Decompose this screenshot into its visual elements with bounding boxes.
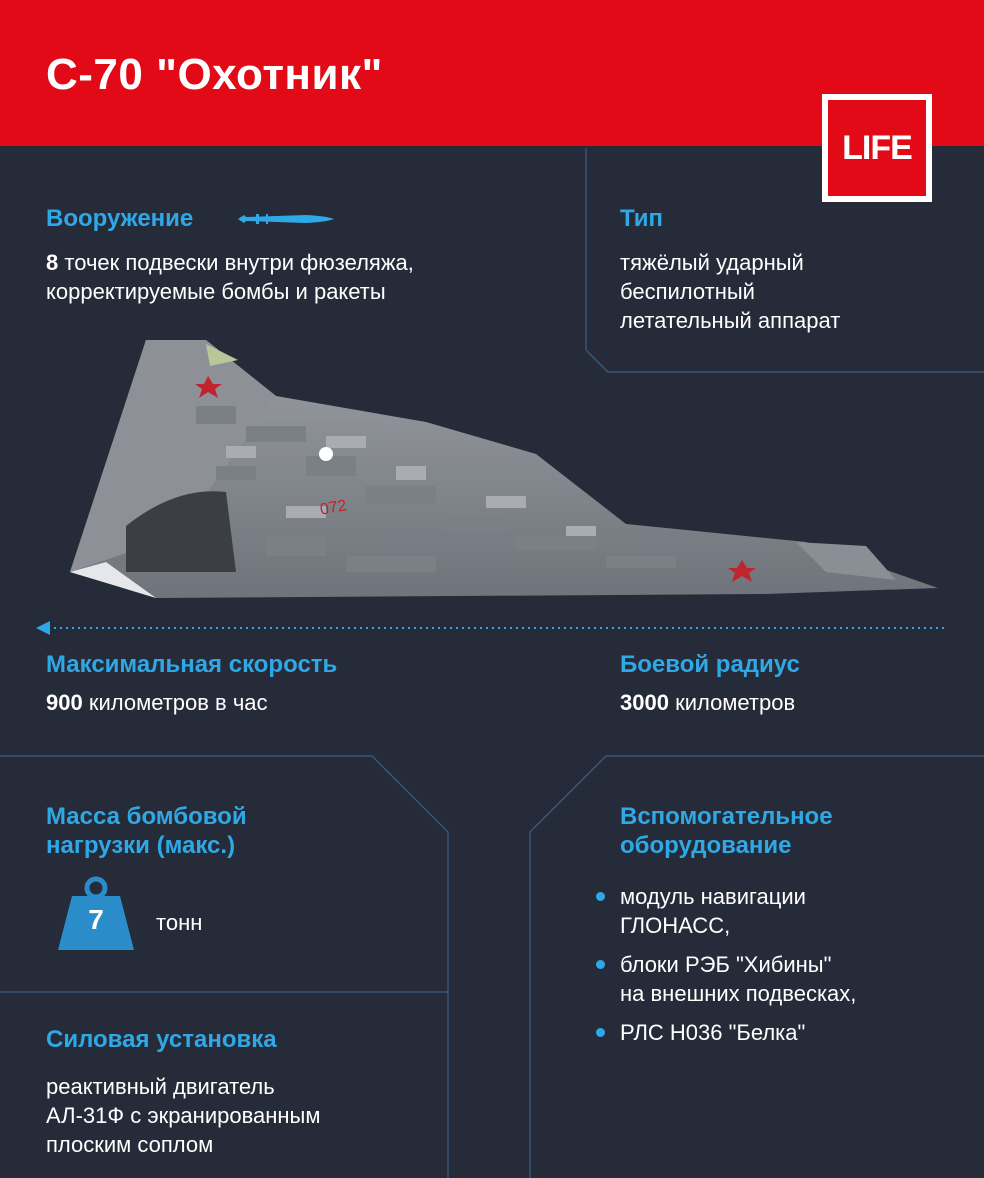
list-item-line: РЛС Н036 "Белка": [620, 1020, 806, 1045]
list-item-line: ГЛОНАСС,: [620, 913, 731, 938]
page-title: С-70 "Охотник": [46, 50, 383, 99]
engine-line-2: АЛ-31Ф с экранированным: [46, 1103, 321, 1128]
radius-value: 3000: [620, 690, 669, 715]
speed-unit: километров в час: [82, 690, 268, 715]
weapons-line-1-rest: точек подвески внутри фюзеляжа,: [58, 250, 414, 275]
radius-value-line: [620, 688, 795, 717]
list-item: [596, 1018, 940, 1047]
speed-arrow: [36, 621, 944, 635]
weapons-count: 8: [46, 250, 59, 275]
engine-line-3: плоским соплом: [46, 1132, 214, 1157]
type-line-3: летательный аппарат: [620, 308, 841, 333]
type-line-1: тяжёлый ударный: [620, 250, 804, 275]
weapons-heading: Вооружение: [46, 205, 194, 232]
equipment-heading-1: Вспомогательное: [620, 803, 833, 830]
weapons-line-2: корректируемые бомбы и ракеты: [46, 279, 386, 304]
tail-number: 072: [318, 497, 348, 519]
weapons-line-1: [46, 248, 414, 277]
payload-heading-2: нагрузки (макс.): [46, 832, 236, 859]
list-item-line: на внешних подвесках,: [620, 981, 857, 1006]
list-item-line: модуль навигации: [620, 884, 806, 909]
type-line-2: беспилотный: [620, 279, 755, 304]
speed-heading: Максимальная скорость: [46, 651, 338, 678]
list-item-line: блоки РЭБ "Хибины": [620, 952, 832, 977]
speed-value-line: [46, 688, 268, 717]
engine-line-1: реактивный двигатель: [46, 1074, 275, 1099]
payload-heading-1: Масса бомбовой: [46, 803, 247, 830]
list-item: [596, 950, 940, 1008]
payload-value: 7: [88, 904, 104, 935]
drone-image: [66, 336, 946, 606]
speed-value: 900: [46, 690, 83, 715]
equipment-heading-2: оборудование: [620, 832, 792, 859]
radius-heading: Боевой радиус: [620, 651, 800, 678]
type-heading: Тип: [620, 205, 663, 232]
radius-unit: километров: [668, 690, 796, 715]
engine-heading: Силовая установка: [46, 1026, 277, 1053]
missile-icon: [236, 210, 336, 228]
logo-text: LIFE: [842, 128, 912, 167]
list-item: [596, 882, 940, 940]
payload-unit: тонн: [156, 910, 203, 935]
equipment-list: [596, 882, 940, 1057]
